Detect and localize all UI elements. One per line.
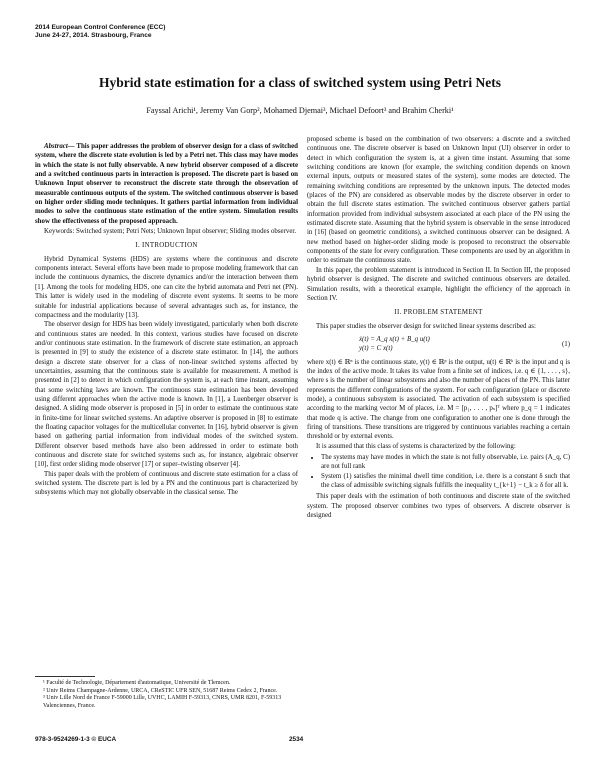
conference-name: 2014 European Control Conference (ECC) — [35, 24, 166, 31]
footnote: ² Univ Reims Champagne-Ardenne, URCA, CReSTIC UFR SEN, 51687 Reims Cedex 2, France. — [43, 687, 278, 694]
paper-title: Hybrid state estimation for a class of switched system using Petri Nets — [98, 75, 502, 90]
section-heading-introduction: I. INTRODUCTION — [135, 242, 198, 250]
list-item: • The systems may have modes in which the state is not fully observable, i.e. pairs (A_q, C) are not full rank — [321, 453, 570, 472]
footnotes — [35, 676, 298, 710]
body-paragraph: proposed scheme is based on the combination of two observers: a discrete and a switched continuous one. The discrete observer is based on Unknown Input (UI) observer in order to detect in which configuration the system is, at a given time instant. Assuming that some switching conditions are known (for example, the switching condition depends on known external inputs, outputs or measured states of the system), some modes are detected. The remaining switching conditions are represented by the unknown inputs. The detected modes (places of the PN) are considered as observable modes by the discrete observer in order to obtain the full discrete states estimation. The switched continuous observer gathers partial information provided from individual subsystem associated at each place of the PN using the estimated discrete state. Assuming that the hybrid system is observable in the sense introduced in [16] (based on geometric conditions), a switched continuous observer can be designed. A new method based on higher-order sliding mode is proposed to reconstruct the observable components of the state for every configuration. These components are used by an algorithm in order to estimate the continuous state. — [307, 136, 570, 265]
intro-paragraph: The observer design for HDS has been widely investigated, particularly when both discrete and continuous states are needed. In this context, various studies have focused on discrete and/or continuous state estimation. In the framework of discrete state estimation, an approach is presented in [9] to study the existence of a discrete state estimator. In [14], the authors design a discrete state observer for a class of non-linear switched systems affected by uncertainties, assuming that the continuous state is available for measurement. A method is presented in [2] to detect in which configuration the system is, at each time instant, assuming that some switching laws are known. The continuous state estimation has been developed using different approaches when the active mode is known. In [1], a Luenberger observer is designed. A sliding mode observer is proposed in [5] in order to estimate the continuous state in finite-time for linear switched systems. An adaptive observer is proposed in [8] to estimate the floating capacitor voltages for the multicellular converter. In [16], hybrid observer is given based on gathering partial information from individual modes of the switched system. Different observer based methods have also been addressed in order to estimate both continuous and discrete state for switched systems such as, for instance, algebraic observer [10], first order sliding mode observer [17] or super–twisting observer [4]. — [35, 321, 298, 469]
left-column — [35, 142, 298, 498]
page-number: 2534 — [289, 736, 304, 743]
abstract-text: This paper addresses the problem of observer design for a class of switched system, where the discrete state evolution is led by a Petri net. This class may have modes in which the state is not fully observable. A new hybrid observer composed of a discrete and a switched continuous parts in interaction is proposed. The discrete part is based on Unknown Input observer to reconstruct the discrete state through the observation of measurable continuous outputs of the system. The switched continuous observer is based on higher order sliding mode techniques. It gathers partial information from individual modes to solve the continuous state estimation of the entire system. Simulation results show the effectiveness of the proposed approach. — [35, 143, 298, 225]
footnote-rule — [35, 676, 95, 677]
isbn-footer: 978-3-9524269-1-3 © EUCA — [35, 736, 117, 743]
keywords: Keywords: Switched system; Petri Nets; Unknown Input observer; Sliding modes observer. — [44, 228, 297, 236]
conference-header — [35, 24, 165, 40]
list-item: • System (1) satisfies the minimal dwell time condition, i.e. there is a constant δ such that the class of admissible switching signals fulfills the inequality t_{k+1} − t_k ≥ δ for all k. — [321, 472, 570, 491]
body-paragraph: This paper studies the observer design for switched linear systems described as: — [316, 322, 536, 330]
footnote: ³ Univ Lille Nord de France F-59000 Lille, UVHC, LAMIH F-59313, CNRS, UMR 8201, F-59313 Valenciennes, France. — [43, 695, 282, 709]
right-column — [307, 135, 570, 520]
equation-line: ẋ(t) = A_q x(t) + B_q u(t) — [359, 335, 430, 343]
equation-line: y(t) = C x(t) — [359, 345, 393, 353]
equation-1 — [307, 335, 570, 354]
assumption-list — [307, 453, 570, 490]
footnote: ¹ Faculté de Technologie, Département d'automatique, Université de Tlemcen. — [43, 680, 231, 686]
body-paragraph: It is assumed that this class of systems is characterized by the following: — [316, 442, 516, 450]
conference-location-date: June 24-27, 2014. Strasbourg, France — [35, 32, 152, 39]
body-paragraph: where x(t) ∈ ℝⁿ is the continuous state, y(t) ∈ ℝᵖ is the output, u(t) ∈ ℝᵏ is the input and q is the index of the active mode. It takes its value from a finite set of indices, i.e. q ∈ {1, . . . , s}, where s is the number of linear subsystems and also the number of places of the PN. This latter represents the different configurations of the system. For each configuration (place or discrete mode), a continuous subsystem is associated. The activation of each subsystem is specified according to the marking vector M of places, i.e. M = [p₁, . . . , pₛ]ᵀ where p_q = 1 indicates that mode q is active. The change from one configuration to another one is done through the firing of transitions. These transitions are triggered by continuous variables reaching a certain threshold or by external events. — [307, 358, 570, 441]
paper-authors: Fayssal Arichi¹, Jeremy Van Gorp², Mohamed Djemai³, Michael Defoort³ and Brahim Cherki¹ — [146, 106, 454, 115]
section-heading-problem-statement: II. PROBLEM STATEMENT — [394, 309, 483, 317]
abstract-label: Abstract— — [44, 143, 75, 150]
intro-paragraph: Hybrid Dynamical Systems (HDS) are systems where the continuous and discrete components interact. Several efforts have been made to propose modeling framework that can include the continuous dynamics, the discrete dynamics and/or the interaction between them [1]. Among the tools for modeling HDS, one can cite the hybrid automata and Petri net (PN). This latter is widely used in the modeling of discrete event systems. It seems to be more suitable for industrial applications because of several advantages such as, for instance, the compactness and the modularity [13]. — [35, 255, 298, 319]
body-paragraph: In this paper, the problem statement is introduced in Section II. In Section III, the proposed hybrid observer is designed. The discrete and switched continuous observers are detailed. Simulation results, with a theoretical example, highlight the efficiency of the approach in Section IV. — [307, 266, 570, 302]
body-paragraph: This paper deals with the estimation of both continuous and discrete state of the switched system. The proposed observer combines two types of observers. A discrete observer is designed — [307, 493, 570, 520]
equation-number: (1) — [561, 340, 570, 348]
intro-paragraph: This paper deals with the problem of continuous and discrete state estimation for a class of switched system. The discrete part is led by a PN and the continuous part is characterized by subsystems which may not globally observable in the classical sense. The — [35, 470, 298, 497]
abstract — [35, 142, 298, 226]
